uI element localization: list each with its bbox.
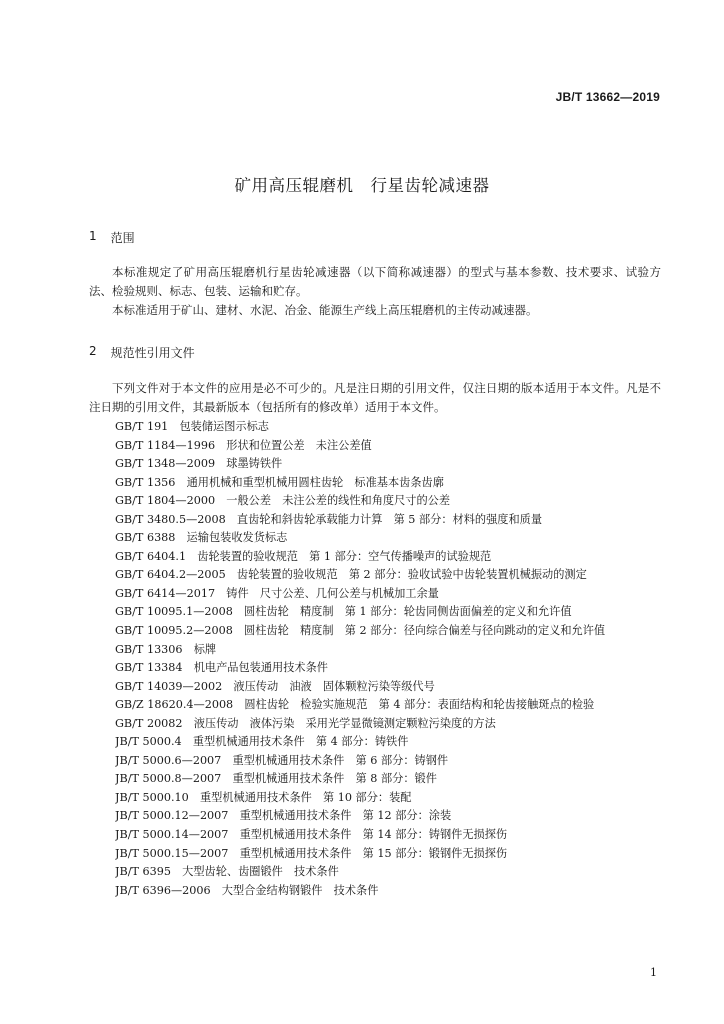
list-item: GB/T 10095.2—2008 圆柱齿轮 精度制 第 2 部分：径向综合偏差与径向跳动的定义和允许值 xyxy=(115,624,606,638)
list-item: JB/T 5000.4 重型机械通用技术条件 第 4 部分：铸铁件 xyxy=(115,735,409,749)
section-2-heading xyxy=(89,344,195,361)
list-item: GB/T 1356 通用机械和重型机械用圆柱齿轮 标准基本齿条齿廓 xyxy=(115,475,444,489)
page-number: 1 xyxy=(650,966,657,979)
section-title: 范围 xyxy=(110,231,135,245)
list-item: GB/T 1348—2009 球墨铸铁件 xyxy=(115,457,283,471)
scope-paragraph-2: 本标准适用于矿山、建材、水泥、冶金、能源生产线上高压辊磨机的主传动减速器。 xyxy=(112,303,538,317)
list-item: JB/T 5000.8—2007 重型机械通用技术条件 第 8 部分：锻件 xyxy=(115,772,437,786)
section-1-heading xyxy=(89,229,135,246)
list-item: GB/Z 18620.4—2008 圆柱齿轮 检验实施规范 第 4 部分：表面结构和轮齿接触斑点的检验 xyxy=(115,698,595,712)
standard-code: JB/T 13662—2019 xyxy=(555,90,660,104)
list-item: JB/T 5000.10 重型机械通用技术条件 第 10 部分：装配 xyxy=(115,790,412,804)
scope-paragraph-1: 本标准规定了矿用高压辊磨机行星齿轮减速器（以下简称减速器）的型式与基本参数、技术要求、试验方法、检验规则、标志、包装、运输和贮存。 xyxy=(89,265,661,298)
list-item: GB/T 10095.1—2008 圆柱齿轮 精度制 第 1 部分：轮齿同侧齿面偏差的定义和允许值 xyxy=(115,605,572,619)
list-item: GB/T 191 包装储运图示标志 xyxy=(115,420,269,433)
section-number: 2 xyxy=(89,344,97,358)
list-item: JB/T 6396—2006 大型合金结构钢锻件 技术条件 xyxy=(115,883,379,897)
list-item: GB/T 13384 机电产品包装通用技术条件 xyxy=(115,661,328,675)
document-title: 矿用高压辊磨机 行星齿轮减速器 xyxy=(234,176,490,195)
list-item: GB/T 6388 运输包装收发货标志 xyxy=(115,531,288,545)
normative-reference-list xyxy=(115,418,605,900)
section-title: 规范性引用文件 xyxy=(110,346,195,360)
list-item: JB/T 6395 大型齿轮、齿圈锻件 技术条件 xyxy=(115,865,339,879)
list-item: JB/T 5000.15—2007 重型机械通用技术条件 第 15 部分：锻钢件无损探伤 xyxy=(115,846,508,860)
list-item: GB/T 1184—1996 形状和位置公差 未注公差值 xyxy=(115,438,372,452)
normative-intro-paragraph: 下列文件对于本文件的应用是必不可少的。凡是注日期的引用文件，仅注日期的版本适用于本文件。凡是不注日期的引用文件，其最新版本（包括所有的修改单）适用于本文件。 xyxy=(89,381,661,414)
list-item: JB/T 5000.12—2007 重型机械通用技术条件 第 12 部分：涂装 xyxy=(115,809,452,823)
list-item: GB/T 6404.1 齿轮装置的验收规范 第 1 部分：空气传播噪声的试验规范 xyxy=(115,549,492,563)
list-item: JB/T 5000.14—2007 重型机械通用技术条件 第 14 部分：铸钢件无损探伤 xyxy=(115,828,508,842)
list-item: GB/T 20082 液压传动 液体污染 采用光学显微镜测定颗粒污染度的方法 xyxy=(115,716,496,730)
list-item: GB/T 3480.5—2008 直齿轮和斜齿轮承载能力计算 第 5 部分：材料的强度和质量 xyxy=(115,512,543,526)
list-item: GB/T 13306 标牌 xyxy=(115,642,217,656)
list-item: GB/T 1804—2000 一般公差 未注公差的线性和角度尺寸的公差 xyxy=(115,494,451,508)
list-item: JB/T 5000.6—2007 重型机械通用技术条件 第 6 部分：铸钢件 xyxy=(115,753,449,767)
list-item: GB/T 6414—2017 铸件 尺寸公差、几何公差与机械加工余量 xyxy=(115,586,439,600)
section-number: 1 xyxy=(89,229,97,243)
list-item: GB/T 14039—2002 液压传动 油液 固体颗粒污染等级代号 xyxy=(115,679,435,693)
list-item: GB/T 6404.2—2005 齿轮装置的验收规范 第 2 部分：验收试验中齿轮装置机械振动的测定 xyxy=(115,568,587,582)
